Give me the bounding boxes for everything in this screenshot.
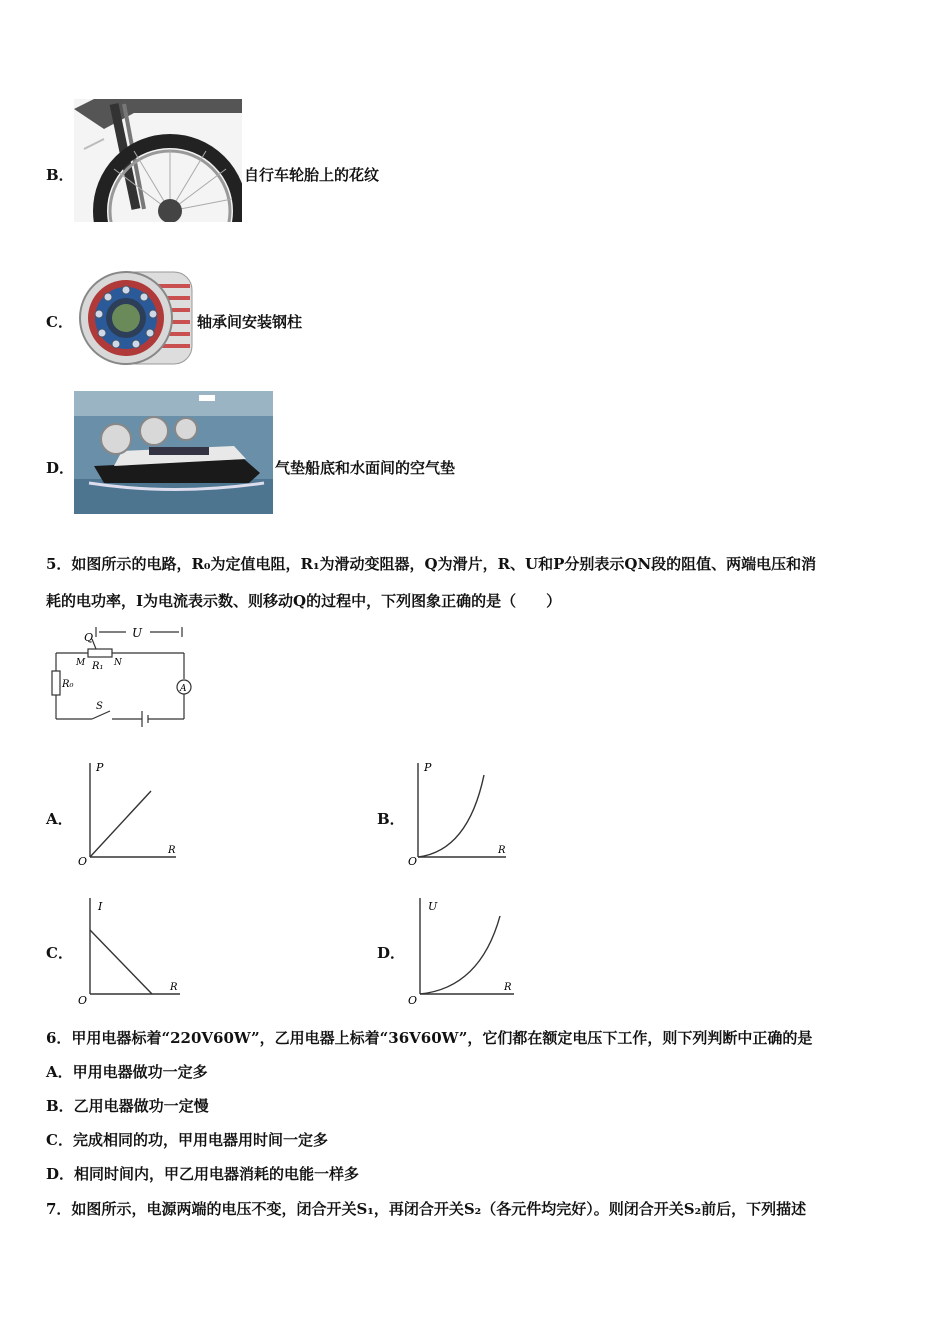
question-6-stem: 6．甲用电器标着“220V60W”，乙用电器上标着“36V60W”，它们都在额定电压下工作，则下列判断中正确的是 bbox=[46, 1029, 813, 1047]
graph-d bbox=[406, 890, 518, 1008]
question-6-option-c: C．完成相同的功，甲用电器用时间一定多 bbox=[46, 1131, 328, 1149]
graph-a bbox=[76, 757, 180, 869]
bicycle-tire-icon bbox=[74, 99, 242, 222]
label-r0: R₀ bbox=[62, 679, 74, 690]
option-letter: C． bbox=[46, 313, 73, 331]
option-letter: B． bbox=[46, 166, 74, 184]
graph-c bbox=[76, 890, 184, 1008]
graph-c-origin: O bbox=[78, 994, 88, 1007]
graph-d-letter: D． bbox=[377, 944, 406, 962]
graph-a-letter: A． bbox=[46, 810, 73, 828]
graph-a-x-label: R bbox=[168, 845, 176, 856]
graph-d-x-label: R bbox=[504, 982, 512, 993]
graph-b-origin: O bbox=[408, 855, 418, 868]
graph-b-y-label: P bbox=[424, 761, 432, 774]
label-r1: R₁ bbox=[92, 661, 104, 672]
option-text: 轴承间安装钢柱 bbox=[197, 313, 303, 331]
question-6-option-d: D．相同时间内，甲乙用电器消耗的电能一样多 bbox=[46, 1165, 360, 1183]
option-text: 自行车轮胎上的花纹 bbox=[244, 166, 380, 184]
label-s: S bbox=[96, 701, 103, 712]
graph-a-origin: O bbox=[78, 855, 88, 868]
graph-b-x-label: R bbox=[498, 845, 506, 856]
option-letter: D． bbox=[46, 459, 75, 477]
label-q: Q bbox=[84, 631, 94, 644]
question-5-line-2: 耗的电功率，I为电流表示数、则移动Q的过程中，下列图象正确的是（ ） bbox=[46, 592, 562, 610]
graph-b bbox=[406, 757, 510, 869]
hovercraft-icon bbox=[74, 391, 273, 514]
question-7-stem: 7．如图所示，电源两端的电压不变，闭合开关S₁，再闭合开关S₂（各元件均完好）。则闭合开关S₂前后，下列描述 bbox=[46, 1200, 807, 1218]
label-n: N bbox=[114, 658, 122, 668]
graph-d-y-label: U bbox=[428, 900, 438, 913]
label-u: U bbox=[132, 626, 143, 640]
bearing-icon bbox=[78, 264, 195, 372]
graph-a-y-label: P bbox=[96, 761, 104, 774]
question-6-option-b: B．乙用电器做功一定慢 bbox=[46, 1097, 209, 1115]
graph-d-origin: O bbox=[408, 994, 418, 1007]
graph-b-letter: B． bbox=[377, 810, 405, 828]
graph-c-letter: C． bbox=[46, 944, 73, 962]
graph-c-y-label: I bbox=[98, 900, 103, 913]
graph-c-x-label: R bbox=[170, 982, 178, 993]
option-text: 气垫船底和水面间的空气垫 bbox=[275, 459, 456, 477]
label-ammeter: A bbox=[180, 684, 187, 694]
label-m: M bbox=[76, 658, 86, 668]
question-6-option-a: A．甲用电器做功一定多 bbox=[46, 1063, 208, 1081]
question-5-line-1: 5．如图所示的电路，R₀为定值电阻，R₁为滑动变阻器，Q为滑片，R、U和P分别表示QN段的阻值、两端电压和消 bbox=[46, 555, 817, 573]
circuit-diagram bbox=[44, 623, 198, 735]
